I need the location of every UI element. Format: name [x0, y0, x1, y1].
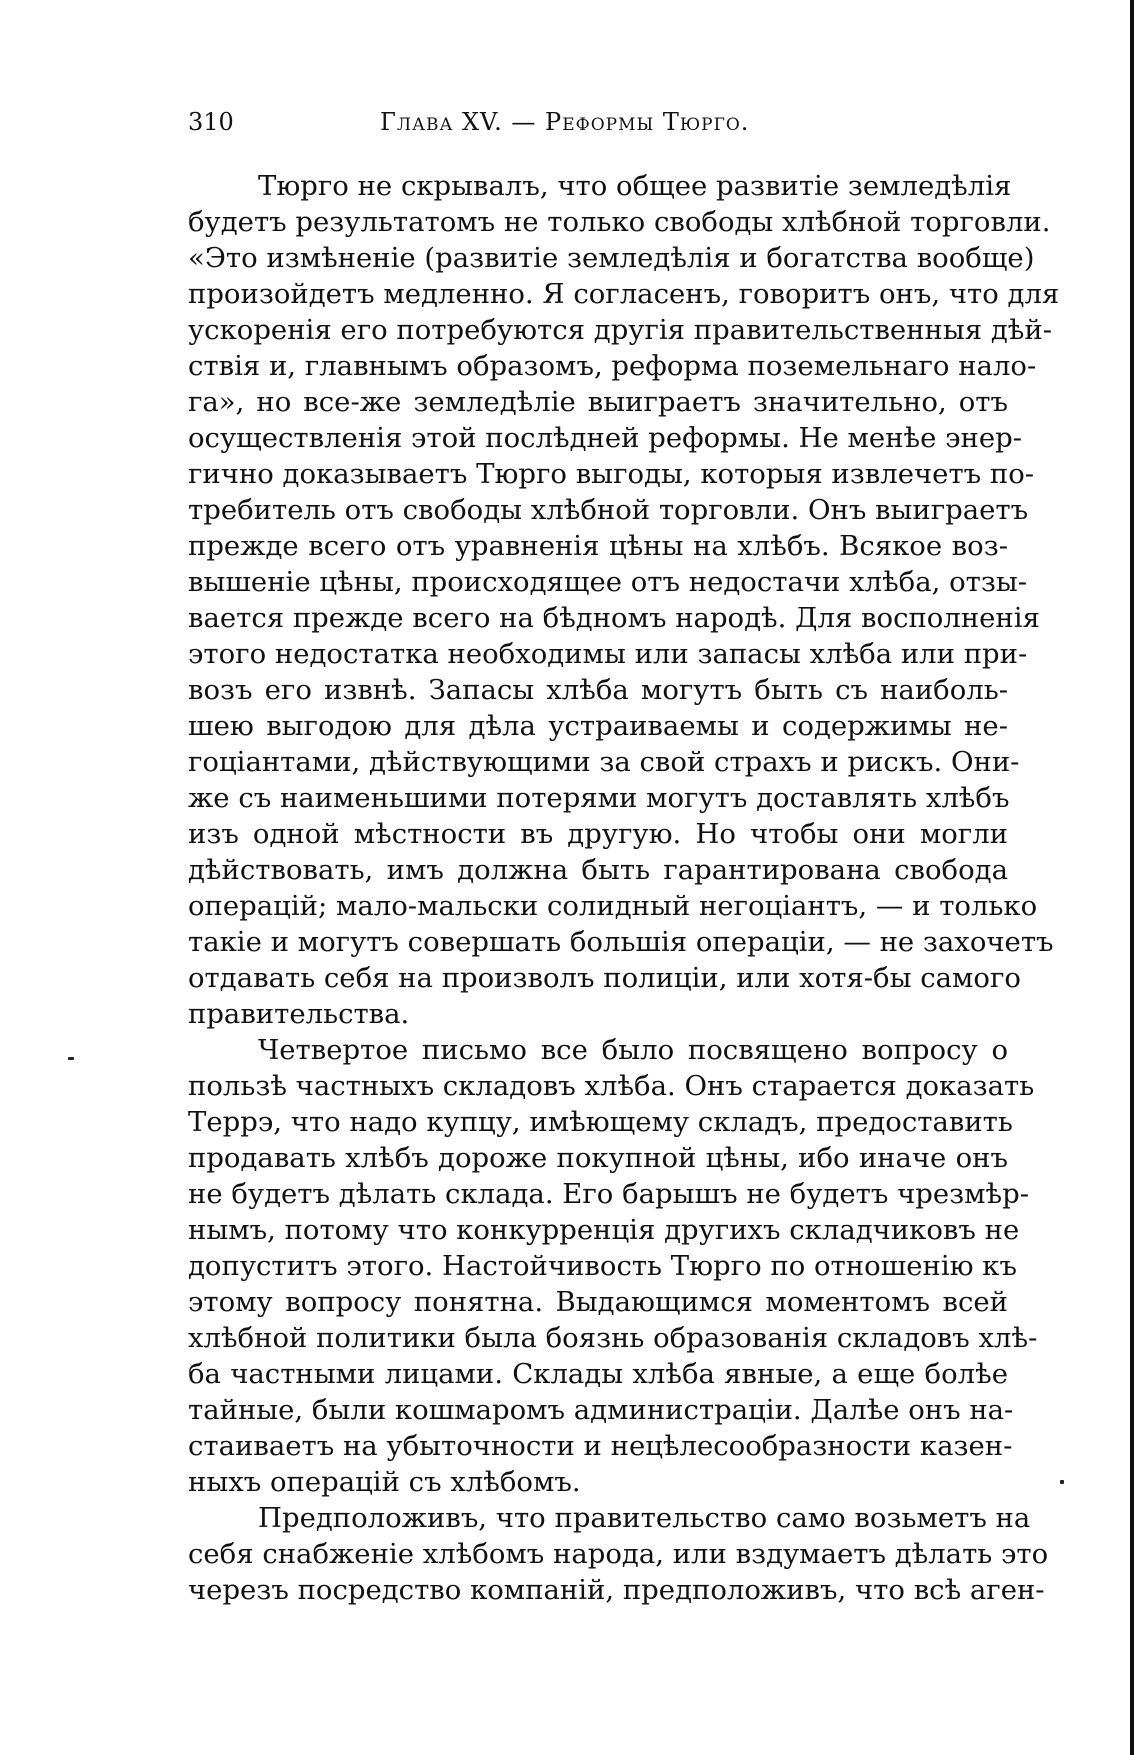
text-line: ба частными лицами. Склады хлѣба явные, а еще болѣе — [188, 1358, 1008, 1390]
text-line: прежде всего отъ уравненія цѣны на хлѣбъ. Всякое воз- — [188, 530, 1008, 562]
text-line: «Это измѣненіе (развитіе земледѣлія и богатства вообще) — [188, 242, 1035, 274]
text-line: ныхъ операцій съ хлѣбомъ. — [188, 1466, 581, 1498]
text-line: не будетъ дѣлать склада. Его барышъ не будетъ чрезмѣр- — [188, 1178, 1030, 1210]
text-line: гично доказываетъ Тюрго выгоды, которыя извлечетъ по- — [188, 458, 1035, 490]
text-line: ускоренія его потребуются другія правительственныя дѣй- — [188, 314, 1052, 346]
text-line: такіе и могутъ совершать большія операціи, — не захочетъ — [188, 926, 1054, 958]
text-line: пользѣ частныхъ складовъ хлѣба. Онъ старается доказать — [188, 1070, 1035, 1102]
text-line: шею выгодою для дѣла устраиваемы и содержимы не- — [188, 710, 1008, 742]
text-line: возъ его извнѣ. Запасы хлѣба могутъ быть съ наиболь- — [188, 674, 1008, 706]
text-line: черезъ посредство компаній, предположивъ, что всѣ аген- — [188, 1574, 1045, 1606]
text-line: Тюрго не скрывалъ, что общее развитіе земледѣлія — [258, 170, 1012, 202]
body-text — [188, 168, 1060, 1608]
text-line: этому вопросу понятна. Выдающимся моментомъ всей — [188, 1286, 1008, 1318]
text-line: Четвертое письмо все было посвящено вопросу о — [258, 1034, 1008, 1066]
page-number: 310 — [188, 108, 234, 136]
text-line: себя снабженіе хлѣбомъ народа, или вздумаетъ дѣлать это — [188, 1538, 1049, 1570]
paragraph-3 — [188, 1500, 1049, 1608]
text-line: стаиваетъ на убыточности и нецѣлесообразности казен- — [188, 1430, 1013, 1462]
text-line: тайные, были кошмаромъ администраціи. Далѣе онъ на- — [188, 1394, 1014, 1426]
text-line: Предположивъ, что правительство само возьметъ на — [258, 1502, 1031, 1534]
page-header — [188, 108, 1008, 148]
text-line: изъ одной мѣстности въ другую. Но чтобы они могли — [188, 818, 1008, 850]
text-line: вается прежде всего на бѣдномъ народѣ. Для восполненія — [188, 602, 1040, 634]
margin-mark-left — [68, 1057, 74, 1060]
text-line: правительства. — [188, 998, 410, 1030]
text-line: вышеніе цѣны, происходящее отъ недостачи хлѣба, отзы- — [188, 566, 1028, 598]
text-line: отдавать себя на произволъ полиціи, или хотя-бы самого — [188, 962, 1021, 994]
text-line: Террэ, что надо купцу, имѣющему складъ, предоставить — [188, 1106, 1013, 1138]
text-line: допуститъ этого. Настойчивость Тюрго по отношенію къ — [188, 1250, 1017, 1282]
text-line: произойдетъ медленно. Я согласенъ, говоритъ онъ, что для — [188, 278, 1060, 310]
paragraph-1 — [188, 168, 1060, 1032]
text-line: ствія и, главнымъ образомъ, реформа поземельнаго нало- — [188, 350, 1037, 382]
text-line: этого недостатка необходимы или запасы хлѣба или при- — [188, 638, 1028, 670]
text-line: нымъ, потому что конкурренція другихъ складчиковъ не — [188, 1214, 1020, 1246]
text-line: будетъ результатомъ не только свободы хлѣбной торговли. — [188, 206, 1051, 238]
running-head: Глава XV. — Реформы Тюрго. — [380, 108, 750, 136]
text-line: требитель отъ свободы хлѣбной торговли. Онъ выиграетъ — [188, 494, 1029, 526]
text-line: же съ наименьшими потерями могутъ доставлять хлѣбъ — [188, 782, 1010, 814]
text-line: хлѣбной политики была боязнь образованія складовъ хлѣ- — [188, 1322, 1038, 1354]
text-line: га», но все-же земледѣліе выиграетъ значительно, отъ — [188, 386, 1008, 418]
text-line: осуществленія этой послѣдней реформы. Не менѣе энер- — [188, 422, 1023, 454]
text-line: гоціантами, дѣйствующими за свой страхъ и рискъ. Они- — [188, 746, 1020, 778]
page-edge — [1130, 0, 1134, 1755]
text-line: продавать хлѣбъ дороже покупной цѣны, ибо иначе онъ — [188, 1142, 1008, 1174]
text-line: операцій; мало-мальски солидный негоціантъ, — и только — [188, 890, 1038, 922]
paragraph-2 — [188, 1032, 1038, 1500]
margin-mark-right — [1060, 1480, 1064, 1484]
text-line: дѣйствовать, имъ должна быть гарантирована свобода — [188, 854, 1008, 886]
